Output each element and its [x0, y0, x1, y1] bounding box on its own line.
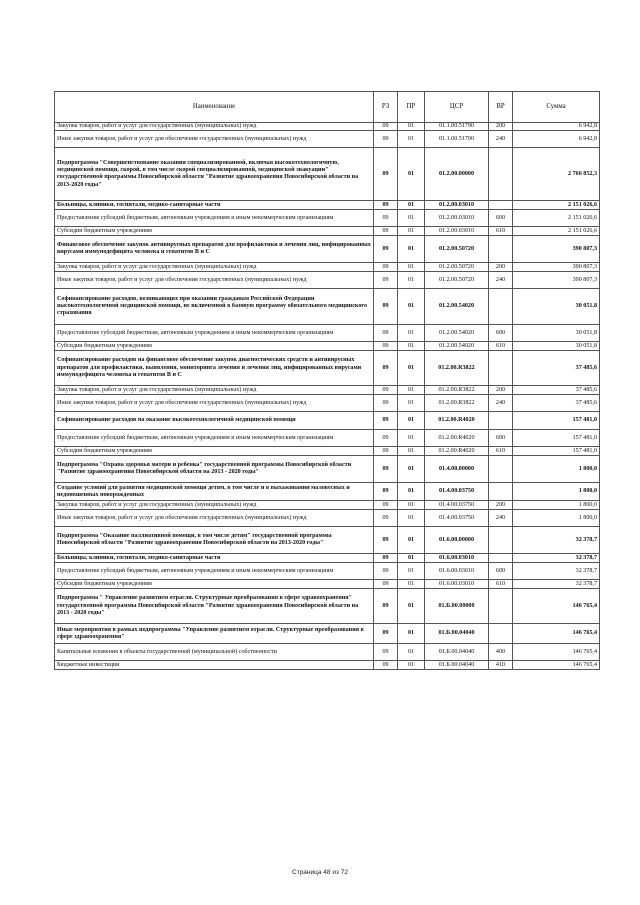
cell-csr: 01.4.00.00000: [425, 456, 489, 483]
table-row: [55, 148, 600, 201]
cell-rz: 09: [374, 386, 398, 395]
cell-sum: 390 807,3: [513, 263, 600, 272]
table-row: [55, 510, 600, 527]
cell-pr: 01: [398, 289, 425, 325]
cell-rz: 09: [374, 148, 398, 201]
cell-csr: 01.4.00.03750: [425, 501, 489, 510]
cell-vr: [489, 554, 513, 563]
cell-rz: 09: [374, 131, 398, 148]
cell-vr: 240: [489, 272, 513, 289]
cell-rz: 09: [374, 589, 398, 624]
cell-name: Больницы, клиники, госпитали, медико-санитарные части: [55, 201, 374, 210]
cell-pr: 01: [398, 501, 425, 510]
cell-name: Софинансирование расходов на оказание высокотехнологичной медицинской помощи: [55, 412, 374, 430]
cell-vr: [489, 624, 513, 644]
cell-vr: 610: [489, 342, 513, 351]
page-number: Страница 48 из 72: [292, 869, 348, 876]
cell-csr: 01.2.00.R4020: [425, 412, 489, 430]
cell-vr: [489, 589, 513, 624]
cell-rz: 09: [374, 210, 398, 227]
cell-rz: 09: [374, 430, 398, 447]
cell-name: Предоставление субсидий бюджетным, автономным учреждениям и иным некоммерческим организациям: [55, 210, 374, 227]
cell-csr: 01.2.00.03010: [425, 227, 489, 236]
cell-vr: 600: [489, 430, 513, 447]
cell-pr: 01: [398, 563, 425, 580]
cell-name: Финансовое обеспечение закупок антивирусных препаратов для профилактики и лечения лиц, инфицированных вирусами иммунодефицита человека и гепатитов В и С: [55, 236, 374, 263]
cell-vr: 200: [489, 386, 513, 395]
cell-csr: 01.6.00.03010: [425, 554, 489, 563]
cell-csr: 01.2.00.54020: [425, 289, 489, 325]
cell-pr: 01: [398, 210, 425, 227]
cell-rz: 09: [374, 483, 398, 501]
table-row: [55, 580, 600, 589]
cell-vr: 610: [489, 447, 513, 456]
table-row: [55, 201, 600, 210]
cell-pr: 01: [398, 227, 425, 236]
cell-rz: 09: [374, 456, 398, 483]
cell-csr: 01.2.00.03010: [425, 201, 489, 210]
cell-name: Субсидии бюджетным учреждениям: [55, 580, 374, 589]
cell-rz: 09: [374, 123, 398, 131]
table-row: [55, 395, 600, 412]
cell-csr: 01.2.00.50720: [425, 236, 489, 263]
cell-rz: 09: [374, 580, 398, 589]
cell-name: Создание условий для развития медицинской помощи детям, в том числе и в выхаживании маловесных и недоношенных новорожденных: [55, 483, 374, 501]
cell-rz: 09: [374, 554, 398, 563]
table-row: [55, 430, 600, 447]
cell-vr: 410: [489, 661, 513, 670]
cell-pr: 01: [398, 201, 425, 210]
cell-csr: 01.2.00.R4020: [425, 430, 489, 447]
table-row: [55, 342, 600, 351]
cell-vr: 600: [489, 325, 513, 342]
cell-sum: 390 807,3: [513, 236, 600, 263]
cell-vr: 610: [489, 580, 513, 589]
cell-name: Предоставление субсидий бюджетным, автономным учреждениям и иным некоммерческим организациям: [55, 430, 374, 447]
cell-pr: 01: [398, 644, 425, 661]
cell-pr: 01: [398, 483, 425, 501]
cell-rz: 09: [374, 412, 398, 430]
cell-vr: [489, 483, 513, 501]
cell-pr: 01: [398, 430, 425, 447]
cell-vr: [489, 527, 513, 554]
cell-sum: 37 485,6: [513, 386, 600, 395]
cell-csr: 01.Б.00.04040: [425, 624, 489, 644]
cell-name: Подпрограмма "Совершенствование оказания специализированной, включая высокотехнологичную, медицинской помощи, скорой, в том числе скорой специализированной, медицинской эвакуации" государственной программы Новосибирской области "Развитие здравоохранения Новосибирской области на 2013-2020 годы": [55, 148, 374, 201]
cell-pr: 01: [398, 395, 425, 412]
cell-sum: 2 151 026,6: [513, 210, 600, 227]
cell-name: Субсидии бюджетным учреждениям: [55, 342, 374, 351]
cell-name: Подпрограмма "Оказание паллиативной помощи, в том числе детям" государственной программы Новосибирской области "Развитие здравоохранения Новосибирской области на 2013-2020 годы": [55, 527, 374, 554]
cell-name: Софинансирование расходов, возникающих при оказании гражданам Российской Федерации высокотехнологичной медицинской помощи, не включенной в базовую программу обязательного медицинского страхования: [55, 289, 374, 325]
cell-sum: 30 051,8: [513, 342, 600, 351]
cell-name: Капитальные вложения в объекты государственной (муниципальной) собственности: [55, 644, 374, 661]
cell-sum: 37 485,6: [513, 351, 600, 386]
cell-vr: 240: [489, 510, 513, 527]
cell-sum: 32 378,7: [513, 563, 600, 580]
cell-rz: 09: [374, 447, 398, 456]
cell-name: Предоставление субсидий бюджетным, автономным учреждениям и иным некоммерческим организациям: [55, 563, 374, 580]
cell-pr: 01: [398, 412, 425, 430]
cell-csr: 01.2.00.00000: [425, 148, 489, 201]
cell-sum: 37 485,6: [513, 395, 600, 412]
table-row: [55, 263, 600, 272]
table-row: [55, 527, 600, 554]
cell-pr: 01: [398, 351, 425, 386]
cell-csr: 01.6.00.03010: [425, 563, 489, 580]
cell-vr: [489, 456, 513, 483]
budget-table: [54, 91, 600, 670]
cell-sum: 146 765,4: [513, 661, 600, 670]
cell-csr: 01.2.00.50720: [425, 272, 489, 289]
cell-rz: 09: [374, 501, 398, 510]
cell-vr: 200: [489, 123, 513, 131]
table-row: [55, 351, 600, 386]
cell-pr: 01: [398, 263, 425, 272]
cell-vr: [489, 148, 513, 201]
cell-name: Иные закупки товаров, работ и услуг для обеспечения государственных (муниципальных) нужд: [55, 131, 374, 148]
cell-name: Предоставление субсидий бюджетным, автономным учреждениям и иным некоммерческим организациям: [55, 325, 374, 342]
cell-vr: 400: [489, 644, 513, 661]
table-row: [55, 589, 600, 624]
cell-name: Подпрограмма " Управление развитием отрасли. Структурные преобразования в сфере здравоохранения" государственной программы Новосибирской области "Развитие здравоохранения Новосибирской области на 2013 - 2020 годы": [55, 589, 374, 624]
cell-sum: 6 942,8: [513, 131, 600, 148]
cell-rz: 09: [374, 527, 398, 554]
cell-pr: 01: [398, 510, 425, 527]
table-row: [55, 501, 600, 510]
cell-csr: 01.Б.00.00000: [425, 589, 489, 624]
table-row: [55, 236, 600, 263]
header-rz: РЗ: [374, 92, 398, 123]
cell-sum: 1 800,0: [513, 456, 600, 483]
cell-vr: [489, 351, 513, 386]
cell-csr: 01.2.00.54020: [425, 342, 489, 351]
cell-rz: 09: [374, 272, 398, 289]
table-row: [55, 325, 600, 342]
cell-sum: 157 481,0: [513, 447, 600, 456]
cell-pr: 01: [398, 661, 425, 670]
cell-csr: 01.2.00.R3822: [425, 395, 489, 412]
cell-vr: [489, 289, 513, 325]
cell-sum: 32 378,7: [513, 580, 600, 589]
cell-vr: [489, 236, 513, 263]
cell-pr: 01: [398, 527, 425, 554]
cell-sum: 30 051,8: [513, 325, 600, 342]
cell-sum: 146 765,4: [513, 624, 600, 644]
cell-pr: 01: [398, 236, 425, 263]
cell-rz: 09: [374, 563, 398, 580]
table-row: [55, 272, 600, 289]
table-row: [55, 210, 600, 227]
table-row: [55, 554, 600, 563]
cell-name: Подпрограмма "Охрана здоровья матери и ребенка" государственной программы Новосибирской области "Развитие здравоохранения Новосибирской области на 2013 - 2020 годы": [55, 456, 374, 483]
table-row: [55, 661, 600, 670]
cell-rz: 09: [374, 263, 398, 272]
cell-sum: 32 378,7: [513, 527, 600, 554]
cell-pr: 01: [398, 148, 425, 201]
cell-sum: 1 800,0: [513, 501, 600, 510]
cell-rz: 09: [374, 661, 398, 670]
cell-csr: 01.2.00.54020: [425, 325, 489, 342]
table-row: [55, 644, 600, 661]
table-row: [55, 456, 600, 483]
cell-rz: 09: [374, 342, 398, 351]
cell-sum: 390 807,3: [513, 272, 600, 289]
header-name: Наименование: [55, 92, 374, 123]
cell-vr: [489, 201, 513, 210]
cell-pr: 01: [398, 325, 425, 342]
table-row: [55, 447, 600, 456]
table-row: [55, 131, 600, 148]
cell-name: Закупка товаров, работ и услуг для государственных (муниципальных) нужд: [55, 263, 374, 272]
cell-name: Субсидии бюджетным учреждениям: [55, 447, 374, 456]
table-row: [55, 289, 600, 325]
cell-sum: 146 765,4: [513, 589, 600, 624]
cell-name: Иные мероприятия в рамках подпрограммы "Управление развитием отрасли. Структурные преобразования в сфере здравоохранения": [55, 624, 374, 644]
cell-sum: 146 765,4: [513, 644, 600, 661]
cell-pr: 01: [398, 624, 425, 644]
cell-vr: 200: [489, 501, 513, 510]
cell-name: Закупка товаров, работ и услуг для государственных (муниципальных) нужд: [55, 386, 374, 395]
cell-csr: 01.1.00.51790: [425, 123, 489, 131]
cell-rz: 09: [374, 289, 398, 325]
cell-sum: 2 151 026,6: [513, 201, 600, 210]
cell-name: Иные закупки товаров, работ и услуг для обеспечения государственных (муниципальных) нужд: [55, 510, 374, 527]
cell-sum: 2 766 852,3: [513, 148, 600, 201]
cell-csr: 01.6.00.03010: [425, 580, 489, 589]
cell-rz: 09: [374, 325, 398, 342]
cell-vr: 240: [489, 131, 513, 148]
cell-pr: 01: [398, 554, 425, 563]
cell-pr: 01: [398, 123, 425, 131]
cell-csr: 01.2.00.R4020: [425, 447, 489, 456]
cell-vr: 240: [489, 395, 513, 412]
cell-rz: 09: [374, 395, 398, 412]
table-row: [55, 483, 600, 501]
header-csr: ЦСР: [425, 92, 489, 123]
cell-pr: 01: [398, 589, 425, 624]
cell-vr: 200: [489, 263, 513, 272]
cell-pr: 01: [398, 272, 425, 289]
cell-csr: 01.Б.00.04040: [425, 661, 489, 670]
header-vr: ВР: [489, 92, 513, 123]
cell-csr: 01.Б.00.04040: [425, 644, 489, 661]
cell-rz: 09: [374, 201, 398, 210]
cell-pr: 01: [398, 386, 425, 395]
cell-csr: 01.6.00.00000: [425, 527, 489, 554]
cell-name: Иные закупки товаров, работ и услуг для обеспечения государственных (муниципальных) нужд: [55, 272, 374, 289]
cell-rz: 09: [374, 624, 398, 644]
cell-pr: 01: [398, 131, 425, 148]
cell-csr: 01.4.00.03750: [425, 510, 489, 527]
cell-rz: 09: [374, 351, 398, 386]
cell-vr: 600: [489, 563, 513, 580]
header-pr: ПР: [398, 92, 425, 123]
table-row: [55, 624, 600, 644]
cell-name: Закупка товаров, работ и услуг для государственных (муниципальных) нужд: [55, 123, 374, 131]
table-row: [55, 123, 600, 131]
cell-sum: 2 151 026,6: [513, 227, 600, 236]
cell-name: Субсидии бюджетным учреждениям: [55, 227, 374, 236]
cell-sum: 6 942,8: [513, 123, 600, 131]
cell-rz: 09: [374, 227, 398, 236]
cell-csr: 01.2.00.03010: [425, 210, 489, 227]
cell-sum: 32 378,7: [513, 554, 600, 563]
table-row: [55, 563, 600, 580]
cell-sum: 157 481,0: [513, 412, 600, 430]
cell-csr: 01.2.00.R3822: [425, 351, 489, 386]
cell-vr: [489, 412, 513, 430]
cell-csr: 01.2.00.R3822: [425, 386, 489, 395]
cell-sum: 30 051,8: [513, 289, 600, 325]
cell-rz: 09: [374, 644, 398, 661]
cell-rz: 09: [374, 510, 398, 527]
header-sum: Сумма: [513, 92, 600, 123]
cell-csr: 01.2.00.50720: [425, 263, 489, 272]
cell-name: Больницы, клиники, госпитали, медико-санитарные части: [55, 554, 374, 563]
cell-sum: 1 800,0: [513, 483, 600, 501]
cell-name: Закупка товаров, работ и услуг для государственных (муниципальных) нужд: [55, 501, 374, 510]
table-row: [55, 386, 600, 395]
cell-pr: 01: [398, 580, 425, 589]
cell-sum: 157 481,0: [513, 430, 600, 447]
cell-pr: 01: [398, 342, 425, 351]
cell-pr: 01: [398, 447, 425, 456]
cell-pr: 01: [398, 456, 425, 483]
table-row: [55, 227, 600, 236]
cell-vr: 610: [489, 227, 513, 236]
cell-csr: 01.4.00.03750: [425, 483, 489, 501]
cell-vr: 600: [489, 210, 513, 227]
cell-name: Бюджетные инвестиции: [55, 661, 374, 670]
table-header-row: [55, 92, 600, 123]
table-row: [55, 412, 600, 430]
cell-csr: 01.1.00.51790: [425, 131, 489, 148]
cell-rz: 09: [374, 236, 398, 263]
cell-sum: 1 800,0: [513, 510, 600, 527]
cell-name: Софинансирование расходов на финансовое обеспечение закупок диагностических средств и антивирусных препаратов для профилактики, выявления, мониторинга лечения и лечения лиц, инфицированных вирусами иммунодефицита человека и гепатитов В и С: [55, 351, 374, 386]
cell-name: Иные закупки товаров, работ и услуг для обеспечения государственных (муниципальных) нужд: [55, 395, 374, 412]
